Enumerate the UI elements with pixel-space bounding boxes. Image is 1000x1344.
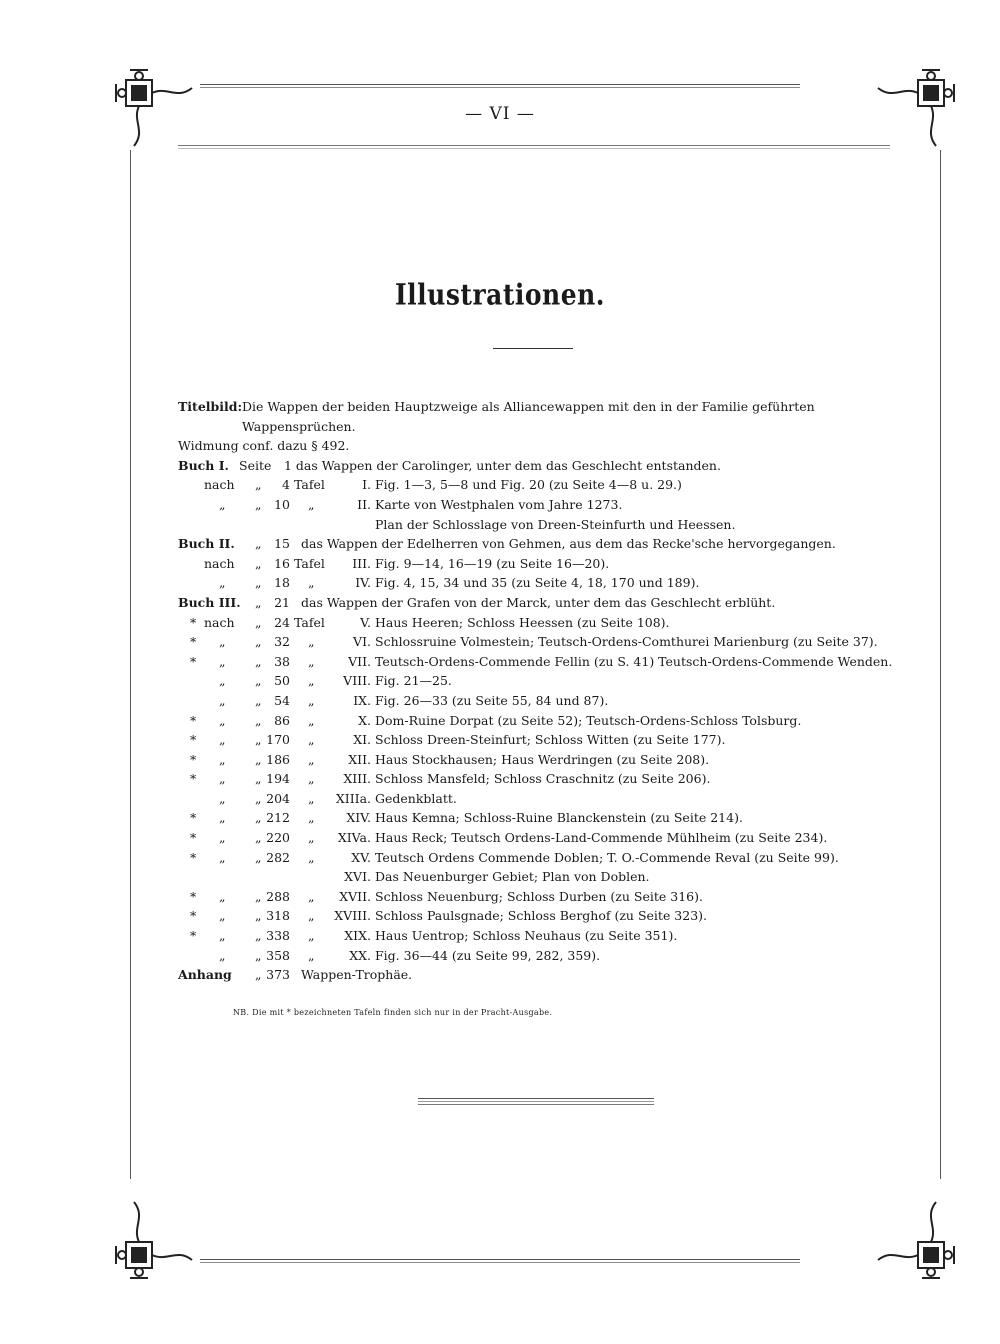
row-prefix: „ xyxy=(219,908,226,924)
tafel-label: Tafel xyxy=(294,614,325,630)
plate-description: Wappen-Trophäe. xyxy=(301,967,413,983)
plate-description: das Wappen der Edelherren von Gehmen, aus dem das Recke'sche hervorgegangen. xyxy=(301,536,836,552)
plate-star-marker: * xyxy=(190,830,197,846)
ditto-mark: „ xyxy=(255,555,262,571)
ditto-mark: „ xyxy=(255,732,262,748)
widmung-row xyxy=(178,436,878,456)
list-item xyxy=(178,613,878,633)
page-ref-number: 186 xyxy=(266,751,290,767)
ditto-mark: „ xyxy=(255,496,262,512)
plate-description: Schloss Neuenburg; Schloss Durben (zu Seite 316). xyxy=(375,888,703,904)
page-ref-number: 18 xyxy=(274,575,290,591)
plate-description: Dom-Ruine Dorpat (zu Seite 52); Teutsch-Ordens-Schloss Tolsburg. xyxy=(375,712,802,728)
list-item xyxy=(178,965,878,985)
ditto-mark: „ xyxy=(255,947,262,963)
plate-description: Teutsch Ordens Commende Doblen; T. O.-Commende Reval (zu Seite 99). xyxy=(375,849,839,865)
plate-description: Fig. 9—14, 16—19 (zu Seite 16—20). xyxy=(375,555,610,571)
ditto-mark: „ xyxy=(255,594,262,610)
page-title: Illustrationen. xyxy=(394,277,606,312)
row-prefix: „ xyxy=(219,888,226,904)
ditto-mark: „ xyxy=(308,928,315,944)
plate-number: XI. xyxy=(353,732,371,748)
frame-bottom-line-inner xyxy=(200,1262,800,1263)
plate-number: XX. xyxy=(349,947,371,963)
closing-rule-bottom xyxy=(418,1104,654,1105)
plate-description: Haus Kemna; Schloss-Ruine Blanckenstein (zu Seite 214). xyxy=(375,810,743,826)
ditto-mark: „ xyxy=(255,888,262,904)
ditto-mark: „ xyxy=(255,849,262,865)
frame-top-line xyxy=(200,84,800,85)
page-ref-number: 194 xyxy=(266,771,290,787)
list-item xyxy=(178,593,878,613)
plate-number: VII. xyxy=(348,653,371,669)
plate-number: XV. xyxy=(351,849,371,865)
ditto-mark: „ xyxy=(308,634,315,650)
plate-description: Schlossruine Volmestein; Teutsch-Ordens-Comthurei Marienburg (zu Seite 37). xyxy=(375,634,878,650)
list-item xyxy=(178,867,878,887)
titelbild-cont-row xyxy=(178,417,878,437)
plate-number: XIVa. xyxy=(337,830,371,846)
row-prefix: „ xyxy=(219,928,226,944)
list-item xyxy=(178,828,878,848)
ditto-mark: „ xyxy=(255,673,262,689)
corner-ornament-bottom-right-icon xyxy=(868,1192,958,1282)
widmung-text: Widmung conf. dazu § 492. xyxy=(178,438,350,454)
ditto-mark: „ xyxy=(255,614,262,630)
page-ref-number: 358 xyxy=(266,947,290,963)
list-item xyxy=(178,671,878,691)
ditto-mark: „ xyxy=(308,908,315,924)
plate-description: Teutsch-Ordens-Commende Fellin (zu S. 41) Teutsch-Ordens-Commende Wenden. xyxy=(375,653,893,669)
ditto-mark: „ xyxy=(308,947,315,963)
tafel-label: Seite xyxy=(239,457,272,473)
closing-rule xyxy=(418,1098,654,1099)
page-ref-number: 50 xyxy=(274,673,290,689)
tafel-label: Tafel xyxy=(294,555,325,571)
row-prefix: „ xyxy=(219,947,226,963)
page-ref-number: 318 xyxy=(266,908,290,924)
ditto-mark: „ xyxy=(308,575,315,591)
page-ref-number: 373 xyxy=(266,967,290,983)
plate-number: XIX. xyxy=(344,928,371,944)
plate-description: Fig. 21—25. xyxy=(375,673,452,689)
row-prefix: „ xyxy=(219,712,226,728)
ditto-mark: „ xyxy=(308,732,315,748)
title-rule xyxy=(493,348,573,349)
list-item xyxy=(178,769,878,789)
list-item xyxy=(178,534,878,554)
ditto-mark: „ xyxy=(255,653,262,669)
book-label: Buch II. xyxy=(178,536,235,552)
book-label: Buch I. xyxy=(178,457,229,473)
list-item xyxy=(178,926,878,946)
ditto-mark: „ xyxy=(255,967,262,983)
row-prefix: „ xyxy=(219,849,226,865)
plate-star-marker: * xyxy=(190,849,197,865)
ditto-mark: „ xyxy=(255,928,262,944)
titelbild-row xyxy=(178,397,878,417)
page-ref-number: 24 xyxy=(274,614,290,630)
plate-description: 1 das Wappen der Carolinger, unter dem das Geschlecht entstanden. xyxy=(284,457,721,473)
ditto-mark: „ xyxy=(308,810,315,826)
ditto-mark: „ xyxy=(308,496,315,512)
list-item xyxy=(178,848,878,868)
ditto-mark: „ xyxy=(255,692,262,708)
row-prefix: nach xyxy=(204,555,235,571)
ditto-mark: „ xyxy=(308,830,315,846)
ditto-mark: „ xyxy=(255,536,262,552)
plate-star-marker: * xyxy=(190,712,197,728)
plate-number: V. xyxy=(360,614,371,630)
page-ref-number: 4 xyxy=(282,477,290,493)
plate-description: Schloss Paulsgnade; Schloss Berghof (zu Seite 323). xyxy=(375,908,708,924)
row-prefix: nach xyxy=(204,614,235,630)
list-item xyxy=(178,906,878,926)
page-ref-number: 16 xyxy=(274,555,290,571)
page-ref-number: 32 xyxy=(274,634,290,650)
book-label: Anhang xyxy=(178,967,232,983)
page-ref-number: 38 xyxy=(274,653,290,669)
page-ref-number: 288 xyxy=(266,888,290,904)
plate-description: Haus Stockhausen; Haus Werdringen (zu Seite 208). xyxy=(375,751,710,767)
list-item xyxy=(178,495,878,515)
list-rows xyxy=(178,456,893,985)
plate-number: XVII. xyxy=(339,888,371,904)
plate-star-marker: * xyxy=(190,732,197,748)
plate-number: XVIII. xyxy=(334,908,371,924)
ditto-mark: „ xyxy=(308,692,315,708)
ditto-mark: „ xyxy=(255,634,262,650)
list-item xyxy=(178,691,878,711)
plate-star-marker: * xyxy=(190,634,197,650)
plate-number: XII. xyxy=(348,751,371,767)
plate-star-marker: * xyxy=(190,771,197,787)
plate-description: Schloss Mansfeld; Schloss Craschnitz (zu Seite 206). xyxy=(375,771,711,787)
ditto-mark: „ xyxy=(308,771,315,787)
plate-number: XIV. xyxy=(346,810,371,826)
row-prefix: „ xyxy=(219,810,226,826)
plate-number: III. xyxy=(352,555,371,571)
book-label: Buch III. xyxy=(178,594,241,610)
plate-star-marker: * xyxy=(190,810,197,826)
plate-description: Gedenkblatt. xyxy=(375,790,457,806)
plate-number: X. xyxy=(358,712,371,728)
list-item xyxy=(178,730,878,750)
ditto-mark: „ xyxy=(255,751,262,767)
plate-number: VIII. xyxy=(343,673,371,689)
page-ref-number: 86 xyxy=(274,712,290,728)
ditto-mark: „ xyxy=(308,673,315,689)
plate-description: das Wappen der Grafen von der Marck, unter dem das Geschlecht erblüht. xyxy=(301,594,776,610)
row-prefix: „ xyxy=(219,653,226,669)
row-prefix: „ xyxy=(219,830,226,846)
plate-number: XIIIa. xyxy=(335,790,371,806)
plate-number: IX. xyxy=(353,692,371,708)
page-ref-number: 10 xyxy=(274,496,290,512)
plate-description: Das Neuenburger Gebiet; Plan von Doblen. xyxy=(375,869,650,885)
list-item xyxy=(178,887,878,907)
list-item xyxy=(178,554,878,574)
ditto-mark: „ xyxy=(308,751,315,767)
plate-description: Fig. 1—3, 5—8 und Fig. 20 (zu Seite 4—8 u. 29.) xyxy=(375,477,682,493)
page-ref-number: 15 xyxy=(274,536,290,552)
row-prefix: „ xyxy=(219,692,226,708)
corner-ornament-bottom-left-icon xyxy=(112,1192,202,1282)
plate-number: II. xyxy=(357,496,371,512)
page-ref-number: 204 xyxy=(266,790,290,806)
plate-number: IV. xyxy=(355,575,371,591)
plate-number: XIII. xyxy=(343,771,371,787)
ditto-mark: „ xyxy=(255,790,262,806)
row-prefix: „ xyxy=(219,790,226,806)
row-prefix: „ xyxy=(219,732,226,748)
plate-star-marker: * xyxy=(190,653,197,669)
list-item xyxy=(178,632,878,652)
ditto-mark: „ xyxy=(308,712,315,728)
list-item xyxy=(178,789,878,809)
header-rule xyxy=(178,145,890,146)
ditto-mark: „ xyxy=(255,712,262,728)
closing-rule-middle xyxy=(418,1101,654,1102)
titelbild-cont: Wappensprüchen. xyxy=(242,418,356,434)
plate-star-marker: * xyxy=(190,888,197,904)
row-prefix: „ xyxy=(219,634,226,650)
row-prefix: „ xyxy=(219,673,226,689)
row-prefix: „ xyxy=(219,496,226,512)
row-prefix: nach xyxy=(204,477,235,493)
ditto-mark: „ xyxy=(255,771,262,787)
list-item xyxy=(178,456,878,476)
list-item xyxy=(178,711,878,731)
plate-star-marker: * xyxy=(190,908,197,924)
plate-description: Fig. 26—33 (zu Seite 55, 84 und 87). xyxy=(375,692,609,708)
page-ref-number: 220 xyxy=(266,830,290,846)
list-item xyxy=(178,750,878,770)
list-item xyxy=(178,946,878,966)
ditto-mark: „ xyxy=(255,575,262,591)
header-rule-inner xyxy=(178,148,890,149)
page-number: — VI — xyxy=(465,104,535,124)
ditto-mark: „ xyxy=(308,849,315,865)
row-prefix: „ xyxy=(219,751,226,767)
plate-description: Karte von Westphalen vom Jahre 1273. xyxy=(375,496,623,512)
plate-star-marker: * xyxy=(190,614,197,630)
list-item xyxy=(178,573,878,593)
list-item xyxy=(178,515,878,535)
plate-number: I. xyxy=(362,477,371,493)
ditto-mark: „ xyxy=(255,477,262,493)
frame-top-line-inner xyxy=(200,87,800,88)
plate-description: Haus Heeren; Schloss Heessen (zu Seite 108). xyxy=(375,614,670,630)
plate-description: Haus Uentrop; Schloss Neuhaus (zu Seite 351). xyxy=(375,928,678,944)
footnote: NB. Die mit * bezeichneten Tafeln finden sich nur in der Pracht-Ausgabe. xyxy=(233,1008,553,1017)
row-prefix: „ xyxy=(219,771,226,787)
ditto-mark: „ xyxy=(308,888,315,904)
page-ref-number: 54 xyxy=(274,692,290,708)
plate-description: Plan der Schlosslage von Dreen-Steinfurth und Heessen. xyxy=(375,516,736,532)
titelbild-label: Titelbild: xyxy=(178,399,243,414)
plate-star-marker: * xyxy=(190,928,197,944)
ditto-mark: „ xyxy=(308,790,315,806)
ditto-mark: „ xyxy=(255,830,262,846)
page-ref-number: 338 xyxy=(266,928,290,944)
list-item xyxy=(178,652,893,672)
titelbild-text: Die Wappen der beiden Hauptzweige als Alliancewappen mit den in der Familie geführten xyxy=(242,399,815,414)
ditto-mark: „ xyxy=(255,810,262,826)
frame-bottom-line xyxy=(200,1259,800,1260)
plate-number: XVI. xyxy=(344,869,371,885)
plate-description: Schloss Dreen-Steinfurt; Schloss Witten (zu Seite 177). xyxy=(375,732,726,748)
list-item xyxy=(178,808,878,828)
tafel-label: Tafel xyxy=(294,477,325,493)
page-ref-number: 212 xyxy=(266,810,290,826)
illustration-list xyxy=(178,397,893,985)
plate-description: Haus Reck; Teutsch Ordens-Land-Commende Mühlheim (zu Seite 234). xyxy=(375,830,828,846)
ditto-mark: „ xyxy=(255,908,262,924)
list-item xyxy=(178,475,878,495)
page-ref-number: 170 xyxy=(266,732,290,748)
page-ref-number: 282 xyxy=(266,849,290,865)
row-prefix: „ xyxy=(219,575,226,591)
plate-description: Fig. 36—44 (zu Seite 99, 282, 359). xyxy=(375,947,601,963)
plate-star-marker: * xyxy=(190,751,197,767)
plate-description: Fig. 4, 15, 34 und 35 (zu Seite 4, 18, 170 und 189). xyxy=(375,575,700,591)
page-ref-number: 21 xyxy=(274,594,290,610)
ditto-mark: „ xyxy=(308,653,315,669)
plate-number: VI. xyxy=(353,634,371,650)
